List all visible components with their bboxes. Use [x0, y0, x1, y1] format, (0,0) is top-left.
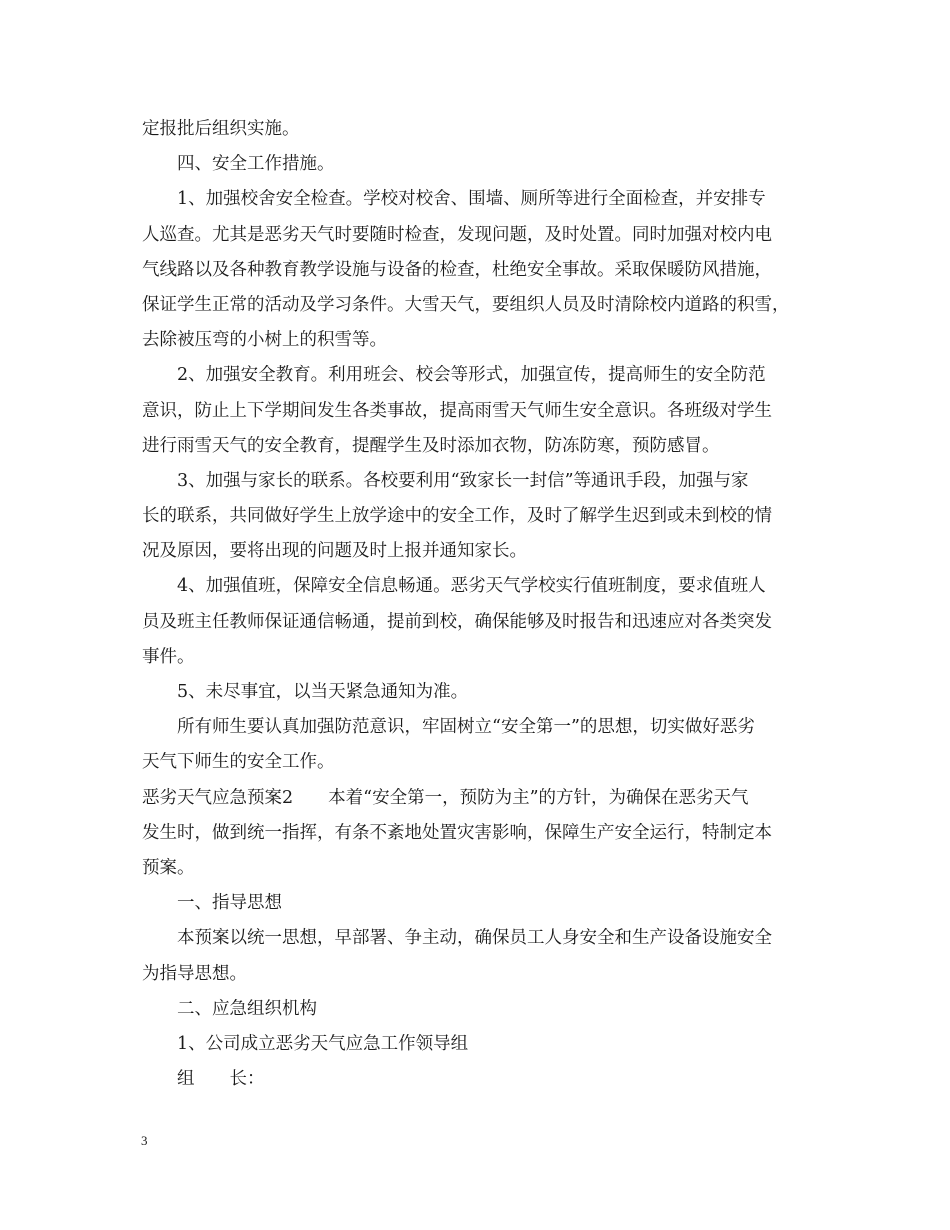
- text-line: 人巡查。尤其是恶劣天气时要随时检查，发现问题，及时处置。同时加强对校内电: [142, 224, 772, 245]
- text-line: 定报批后组织实施。: [142, 119, 300, 139]
- paragraph-start: 1、加强校舍安全检查。学校对校舍、围墙、厕所等进行全面检查，并安排专: [177, 189, 766, 210]
- paragraph-start: 1、公司成立恶劣天气应急工作领导组: [177, 1033, 469, 1054]
- text-line: 天气下师生的安全工作。: [142, 752, 335, 773]
- paragraph-start: 5、未尽事宜，以当天紧急通知为准。: [177, 682, 469, 702]
- page-number: 3: [141, 1133, 148, 1148]
- paragraph-start: 3、加强与家长的联系。各校要利用“致家长一封信”等通讯手段，加强与家: [177, 470, 749, 491]
- text-line: 预案。: [142, 857, 195, 878]
- text-line: 长的联系，共同做好学生上放学途中的安全工作，及时了解学生迟到或未到校的情: [142, 506, 772, 527]
- text-line: 为指导思想。: [142, 963, 247, 984]
- text-line: 员及班主任教师保证通信畅通，提前到校，确保能够及时报告和迅速应对各类突发: [142, 611, 772, 632]
- text-line: 事件。: [142, 646, 195, 667]
- text-line: 进行雨雪天气的安全教育，提醒学生及时添加衣物，防冻防寒，预防感冒。: [142, 435, 720, 456]
- text-line: 气线路以及各种教育教学设施与设备的检查，杜绝安全事故。采取保暖防风措施，: [142, 259, 772, 280]
- role-label: 组 长：: [177, 1069, 265, 1090]
- paragraph-start: 2、加强安全教育。利用班会、校会等形式，加强宣传，提高师生的安全防范: [177, 365, 766, 386]
- text-line: 去除被压弯的小树上的积雪等。: [142, 330, 387, 351]
- text-line: 发生时，做到统一指挥，有条不紊地处置灾害影响，保障生产安全运行，特制定本: [142, 822, 772, 843]
- plan-title-line: 恶劣天气应急预案2 本着“安全第一，预防为主”的方针，为确保在恶劣天气: [142, 787, 749, 808]
- text-line: 况及原因，要将出现的问题及时上报并通知家长。: [142, 541, 527, 562]
- paragraph-start: 所有师生要认真加强防范意识，牢固树立“安全第一”的思想，切实做好恶劣: [177, 717, 755, 738]
- section-heading: 一、指导思想: [177, 893, 282, 914]
- text-line: 保证学生正常的活动及学习条件。大雪天气，要组织人员及时清除校内道路的积雪，: [142, 294, 790, 315]
- document-body: [142, 112, 822, 1097]
- text-line: 意识，防止上下学期间发生各类事故，提高雨雪天气师生安全意识。各班级对学生: [142, 400, 772, 421]
- section-heading: 四、安全工作措施。: [177, 154, 335, 175]
- section-heading: 二、应急组织机构: [177, 998, 317, 1019]
- paragraph-start: 本预案以统一思想，早部署、争主动，确保员工人身安全和生产设备设施安全: [177, 928, 772, 949]
- paragraph-start: 4、加强值班，保障安全信息畅通。恶劣天气学校实行值班制度，要求值班人: [177, 576, 766, 597]
